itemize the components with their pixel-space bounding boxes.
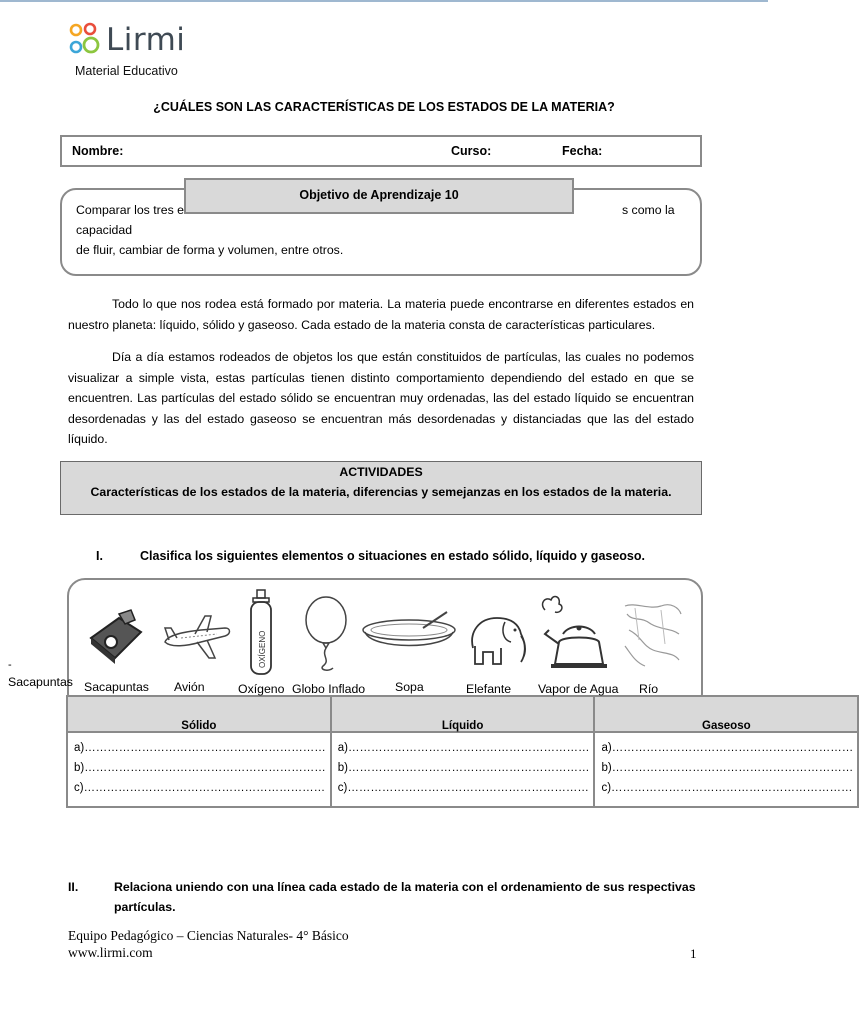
item-label-elefante: Elefante bbox=[466, 682, 512, 696]
table-row bbox=[67, 732, 858, 807]
answer-line[interactable]: a)……………………………………………………… bbox=[337, 742, 590, 754]
objective-tab: Objetivo de Aprendizaje 10 bbox=[184, 178, 574, 214]
objective-text-line2: de fluir, cambiar de forma y volumen, entre otros. bbox=[76, 243, 344, 257]
item-label-avion: Avión bbox=[174, 680, 205, 694]
footer bbox=[68, 927, 349, 961]
label-gap bbox=[442, 692, 460, 694]
intro-paragraph-2 bbox=[68, 347, 694, 450]
item-label-oxigeno: Oxígeno bbox=[238, 682, 285, 696]
stray-label: Sacapuntas bbox=[8, 675, 73, 689]
item-label-sacapuntas: Sacapuntas bbox=[84, 680, 149, 694]
lirmi-logo-icon bbox=[68, 22, 104, 58]
item-label-vapor: Vapor de Agua bbox=[538, 682, 619, 696]
header-gas: Gaseoso bbox=[594, 696, 858, 732]
question-2-text-cont: partículas. bbox=[114, 900, 176, 914]
page-number: 1 bbox=[690, 946, 697, 961]
activities-heading: ACTIVIDADES bbox=[339, 465, 423, 479]
answer-line[interactable]: c)……………………………………………………… bbox=[337, 782, 589, 794]
page-title: ¿CUÁLES SON LAS CARACTERÍSTICAS DE LOS ESTADOS DE LA MATERIA? bbox=[153, 100, 615, 114]
course-label: Curso: bbox=[451, 144, 492, 158]
soup-bowl-icon bbox=[361, 610, 461, 660]
liquid-answers[interactable] bbox=[331, 732, 595, 807]
activities-subheading: Características de los estados de la materia, diferencias y semejanzas en los estados de la materia. bbox=[90, 485, 672, 499]
footer-website: www.lirmi.com bbox=[68, 945, 153, 960]
activities-box bbox=[60, 461, 702, 515]
item-label-sopa: Sopa bbox=[395, 680, 424, 694]
elephant-icon bbox=[465, 608, 531, 668]
answer-line[interactable]: b)……………………………………………………… bbox=[74, 762, 326, 774]
paragraph-1-text: Todo lo que nos rodea está formado por materia. La materia puede encontrarse en diferentes estados en nuestro planeta: líquido, sólido y gaseoso. Cada estado de la materia consta de características particulares. bbox=[68, 297, 694, 332]
header-solid: Sólido bbox=[67, 696, 331, 732]
airplane-icon bbox=[161, 610, 233, 664]
question-2 bbox=[68, 877, 696, 917]
balloon-icon bbox=[301, 596, 351, 676]
river-icon bbox=[621, 600, 683, 670]
question-2-text: Relaciona uniendo con una línea cada estado de la materia con el ordenamiento de sus respectivas bbox=[114, 880, 696, 894]
name-label: Nombre: bbox=[72, 144, 124, 158]
gas-answers[interactable] bbox=[594, 732, 858, 807]
answer-line[interactable]: c)……………………………………………………… bbox=[601, 782, 853, 794]
top-rule bbox=[0, 0, 768, 2]
answer-line[interactable]: b)……………………………………………………… bbox=[601, 762, 854, 774]
answer-line[interactable]: c)……………………………………………………… bbox=[74, 782, 326, 794]
item-label-globo: Globo Inflado bbox=[292, 682, 366, 696]
solid-answers[interactable] bbox=[67, 732, 331, 807]
logo-subtitle: Material Educativo bbox=[75, 64, 178, 78]
answer-line[interactable]: a)……………………………………………………… bbox=[74, 742, 326, 754]
footer-team: Equipo Pedagógico – Ciencias Naturales- 4° Básico bbox=[68, 928, 349, 943]
student-info-box bbox=[60, 135, 702, 167]
logo-text: Lirmi bbox=[106, 22, 186, 58]
stray-dash: - bbox=[8, 659, 12, 671]
item-label-rio: Río bbox=[639, 682, 659, 696]
question-1-number: I. bbox=[96, 549, 103, 563]
answer-line[interactable]: b)……………………………………………………… bbox=[337, 762, 590, 774]
date-label: Fecha: bbox=[562, 144, 603, 158]
pencil-sharpener-icon bbox=[87, 610, 145, 666]
question-1-text: Clasifica los siguientes elementos o situaciones en estado sólido, líquido y gaseoso. bbox=[140, 549, 645, 563]
answer-line[interactable]: a)……………………………………………………… bbox=[601, 742, 854, 754]
objective-text-start: Comparar los tres e bbox=[76, 203, 184, 217]
question-1 bbox=[96, 549, 645, 563]
paragraph-2-text: Día a día estamos rodeados de objetos los que están constituidos de partículas, las cuales no podemos visualizar a simple vista, estas partículas tienen distinto comportamiento dependiendo del estado en que se encuentren. Las partículas del estado sólido se encuentran muy ordenadas, las del estado líquido se encuentran desordenadas y las del estado gaseoso se encuentran más desordenadas y distanciadas que las del estado líquido. bbox=[68, 350, 694, 446]
oxygen-tank-icon bbox=[247, 590, 275, 676]
intro-paragraph-1 bbox=[68, 294, 694, 335]
kettle-steam-icon bbox=[535, 594, 611, 670]
question-2-number: II. bbox=[68, 880, 79, 894]
header-liquid: Líquido bbox=[331, 696, 595, 732]
states-table bbox=[66, 695, 859, 808]
oxygen-tank-label: OXÍGENO bbox=[258, 630, 267, 668]
objective-text-end: s como la capacidad bbox=[76, 203, 675, 237]
